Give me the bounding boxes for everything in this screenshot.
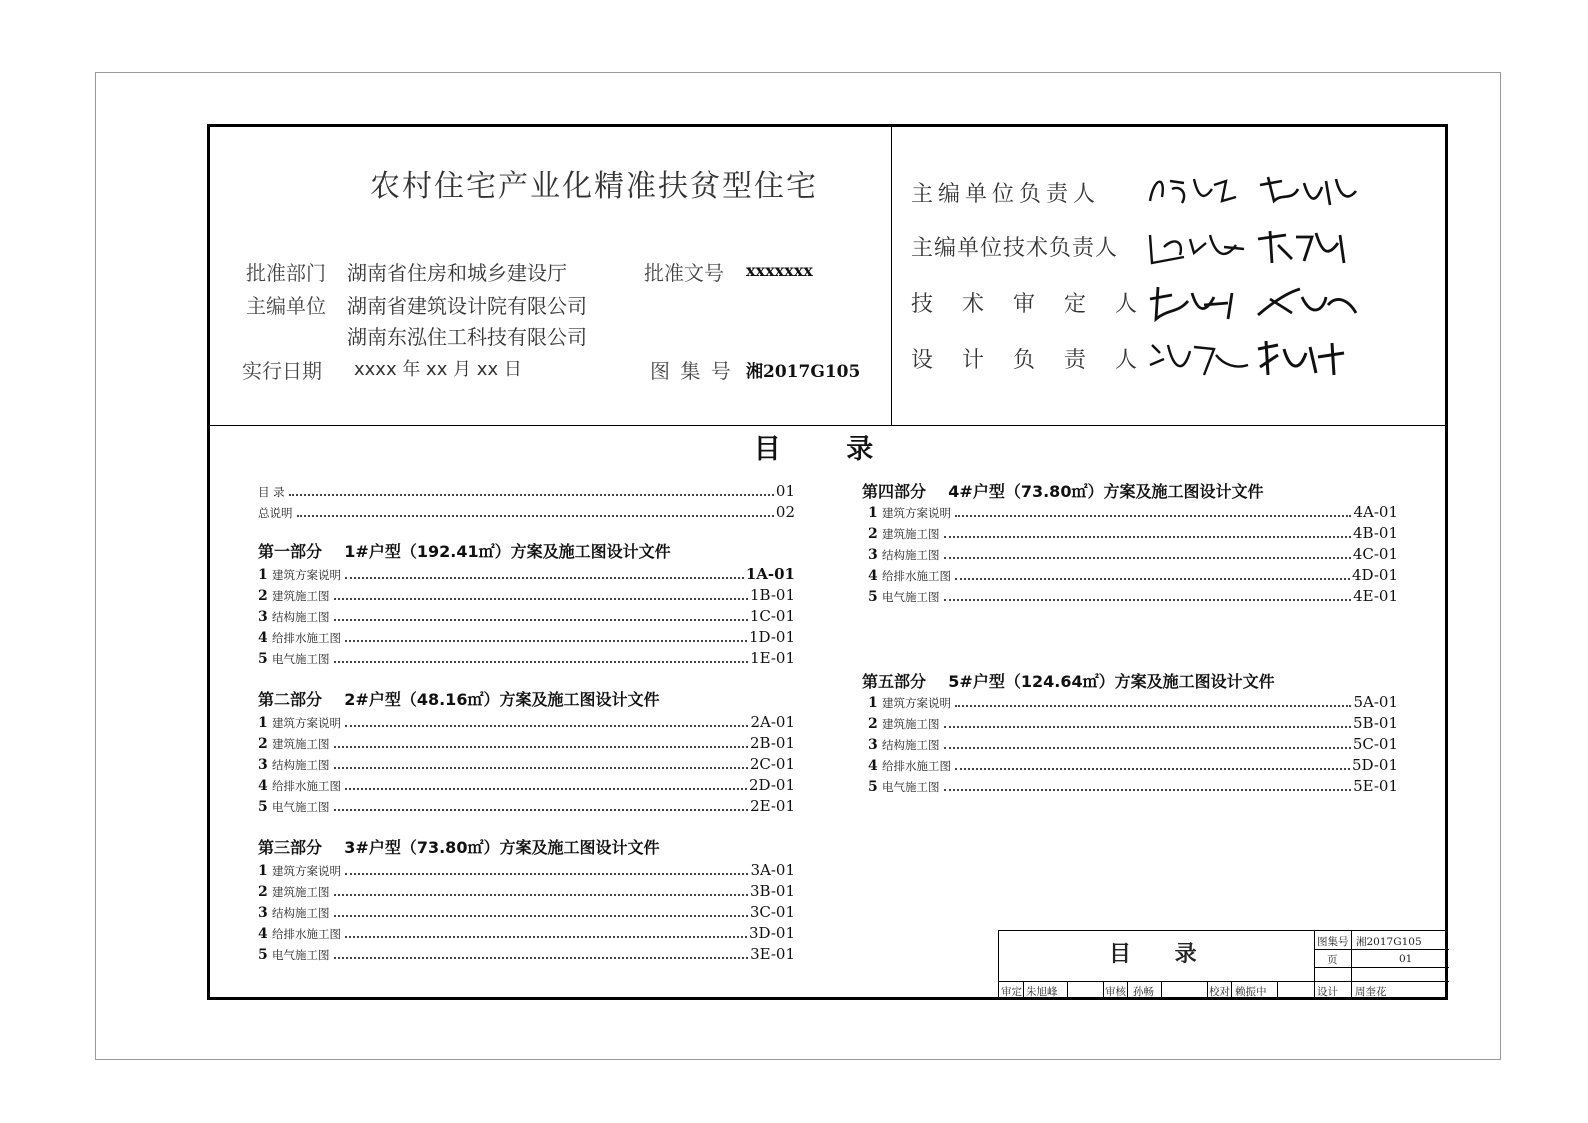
- leader-dots: [334, 618, 748, 621]
- title-block-page-label: 页: [1327, 954, 1338, 966]
- toc-entry-number: 3: [868, 547, 878, 563]
- toc-entry[interactable]: [868, 754, 1398, 774]
- leader-dots: [334, 808, 749, 811]
- toc-entry-number: 4: [868, 568, 878, 584]
- toc-entry-code: 1C-01: [749, 607, 795, 625]
- toc-entry[interactable]: [258, 859, 795, 879]
- toc-entry[interactable]: [868, 501, 1398, 521]
- toc-entry-name: 建筑施工图: [882, 717, 940, 731]
- toc-entry-code: 2A-01: [750, 713, 795, 731]
- leader-dots: [955, 767, 1350, 770]
- toc-entry-number: 4: [258, 778, 268, 794]
- part-house-title: 2#户型（48.16㎡）方案及施工图设计文件: [344, 690, 660, 709]
- toc-entry-name: 建筑方案说明: [882, 696, 951, 710]
- part-label: 第五部分: [862, 672, 927, 691]
- toc-entry-name: 给排水施工图: [882, 569, 951, 583]
- leader-dots: [944, 746, 1351, 749]
- part-label: 第一部分: [258, 542, 323, 561]
- toc-title: 目 录: [753, 434, 902, 465]
- toc-entry[interactable]: [868, 733, 1398, 753]
- toc-entry-code: 5E-01: [1353, 777, 1398, 795]
- toc-entry[interactable]: [258, 605, 795, 625]
- part-label: 第四部分: [862, 482, 927, 501]
- toc-entry-name: 建筑施工图: [272, 885, 330, 899]
- toc-entry-code: 1A-01: [745, 565, 795, 583]
- leader-dots: [944, 556, 1351, 559]
- signature-image: [1144, 167, 1254, 213]
- toc-entry-code: 4A-01: [1353, 503, 1398, 521]
- toc-entry-number: 5: [258, 799, 268, 815]
- leader-dots: [345, 935, 747, 938]
- toc-entry-number: 1: [868, 695, 878, 711]
- toc-entry-code: 1B-01: [750, 586, 795, 604]
- header-info-panel: [210, 127, 892, 426]
- toc-entry[interactable]: [868, 775, 1398, 795]
- toc-entry-name: 电气施工图: [272, 948, 330, 962]
- role-technical-reviewer: 技 术 审 定 人: [911, 292, 1148, 317]
- part-label: 第二部分: [258, 690, 323, 709]
- toc-entry-number: 1: [258, 567, 268, 583]
- approval-dept-value: 湖南省住房和城乡建设厅: [347, 261, 567, 285]
- leader-dots: [334, 956, 749, 959]
- leader-dots: [944, 788, 1352, 791]
- toc-entry-number: 5: [868, 779, 878, 795]
- toc-entry-number: 3: [868, 737, 878, 753]
- toc-entry-name: 电气施工图: [882, 590, 940, 604]
- toc-entry-code: 3B-01: [750, 882, 795, 900]
- toc-entry-name: 结构施工图: [272, 758, 330, 772]
- toc-entry-name: 给排水施工图: [272, 779, 341, 793]
- effective-date-value: xxxx 年 xx 月 xx 日: [354, 359, 522, 380]
- toc-entry-code: 1D-01: [748, 628, 795, 646]
- leader-dots: [955, 704, 1351, 707]
- toc-entry-code: 2C-01: [749, 755, 795, 773]
- toc-entry-number: 3: [258, 609, 268, 625]
- toc-entry-name: 电气施工图: [272, 800, 330, 814]
- toc-entry[interactable]: [258, 480, 795, 500]
- part-house-title: 1#户型（192.41㎡）方案及施工图设计文件: [344, 542, 671, 561]
- toc-entry-code: 4C-01: [1352, 545, 1398, 563]
- title-block: [998, 930, 1448, 1000]
- toc-entry[interactable]: [258, 584, 795, 604]
- toc-entry-code: 5D-01: [1351, 756, 1398, 774]
- part-heading: [258, 539, 671, 562]
- toc-entry-number: 5: [258, 651, 268, 667]
- toc-entry[interactable]: [868, 691, 1398, 711]
- toc-entry-code: 3E-01: [750, 945, 795, 963]
- toc-entry-code: 3C-01: [749, 903, 795, 921]
- toc-entry-name: 结构施工图: [882, 548, 940, 562]
- leader-dots: [334, 660, 749, 663]
- toc-entry-name: 建筑方案说明: [272, 568, 341, 582]
- title-block-sheet-title: 目 录: [1109, 942, 1215, 967]
- toc-entry-number: 2: [258, 736, 268, 752]
- atlas-title: 农村住宅产业化精准扶贫型住宅: [370, 169, 818, 204]
- leader-dots: [345, 639, 747, 642]
- part-heading: [862, 669, 1275, 692]
- toc-entry-number: 3: [258, 757, 268, 773]
- check-label: 审核: [1105, 986, 1126, 998]
- review-name: 朱旭峰: [1026, 986, 1058, 998]
- toc-entry-code: 02: [775, 503, 795, 521]
- toc-entry-code: 5A-01: [1353, 693, 1398, 711]
- toc-entry[interactable]: [258, 922, 795, 942]
- toc-entry-number: 5: [868, 589, 878, 605]
- leader-dots: [334, 914, 748, 917]
- toc-entry[interactable]: [258, 626, 795, 646]
- toc-entry[interactable]: [258, 753, 795, 773]
- toc-entry-code: 01: [775, 482, 795, 500]
- toc-entry-number: 1: [258, 715, 268, 731]
- toc-entry-code: 5C-01: [1352, 735, 1398, 753]
- role-chief-unit-leader: 主编单位负责人: [911, 182, 1101, 207]
- toc-entry-code: 3D-01: [748, 924, 795, 942]
- review-label: 审定: [1001, 986, 1022, 998]
- effective-date-label: 实行日期: [242, 359, 322, 383]
- toc-entry-name: 给排水施工图: [272, 631, 341, 645]
- toc-entry-name: 给排水施工图: [882, 759, 951, 773]
- toc-entry[interactable]: [258, 943, 795, 963]
- leader-dots: [955, 577, 1350, 580]
- signature-image: [1144, 279, 1254, 325]
- proof-label: 校对: [1209, 986, 1230, 998]
- leader-dots: [334, 766, 748, 769]
- toc-entry-name: 给排水施工图: [272, 927, 341, 941]
- toc-entry-code: 4D-01: [1351, 566, 1398, 584]
- part-heading: [258, 687, 659, 710]
- editor-unit-label: 主编单位: [246, 294, 326, 318]
- toc-entry-code: 5B-01: [1353, 714, 1398, 732]
- signature-image: [1144, 223, 1254, 269]
- toc-entry-code: 4E-01: [1353, 587, 1398, 605]
- toc-entry-number: 4: [258, 926, 268, 942]
- signature-image: [1252, 335, 1362, 381]
- editor-unit-value-1: 湖南省建筑设计院有限公司: [347, 294, 587, 318]
- toc-entry[interactable]: [258, 563, 795, 583]
- title-block-atlas-no-value: 湘2017G105: [1356, 936, 1422, 948]
- toc-entry-code: 1E-01: [750, 649, 795, 667]
- leader-dots: [345, 576, 744, 579]
- approval-no-value: xxxxxxx: [746, 261, 813, 280]
- atlas-no-label: 图 集 号: [650, 359, 733, 383]
- toc-entry-name: 建筑方案说明: [272, 716, 341, 730]
- toc-entry-name: 电气施工图: [882, 780, 940, 794]
- toc-entry-number: 2: [868, 526, 878, 542]
- toc-entry-name: 总说明: [258, 506, 293, 520]
- design-name: 周奎花: [1355, 986, 1387, 998]
- toc-entry-code: 2B-01: [750, 734, 795, 752]
- toc-entry[interactable]: [258, 774, 795, 794]
- part-house-title: 3#户型（73.80㎡）方案及施工图设计文件: [344, 838, 660, 857]
- signature-image: [1252, 167, 1362, 213]
- toc-entry[interactable]: [258, 501, 795, 521]
- toc-entry[interactable]: [258, 711, 795, 731]
- toc-entry-number: 5: [258, 947, 268, 963]
- toc-entry[interactable]: [868, 522, 1398, 542]
- part-label: 第三部分: [258, 838, 323, 857]
- toc-entry[interactable]: [258, 732, 795, 752]
- leader-dots: [345, 724, 748, 727]
- toc-entry-code: 3A-01: [750, 861, 795, 879]
- toc-entry-name: 结构施工图: [272, 906, 330, 920]
- toc-entry-name: 建筑方案说明: [882, 506, 951, 520]
- leader-dots: [345, 872, 748, 875]
- toc-entry-name: 电气施工图: [272, 652, 330, 666]
- proof-name: 赖振中: [1235, 986, 1267, 998]
- toc-entry-name: 建筑施工图: [882, 527, 940, 541]
- toc-entry-name: 建筑施工图: [272, 737, 330, 751]
- leader-dots: [944, 535, 1352, 538]
- toc-entry-number: 4: [258, 630, 268, 646]
- part-house-title: 4#户型（73.80㎡）方案及施工图设计文件: [948, 482, 1264, 501]
- toc-entry-name: 结构施工图: [882, 738, 940, 752]
- design-label: 设计: [1317, 986, 1338, 998]
- toc-entry[interactable]: [258, 901, 795, 921]
- toc-entry-number: 1: [868, 505, 878, 521]
- toc-entry-number: 3: [258, 905, 268, 921]
- toc-entry-code: 4B-01: [1353, 524, 1398, 542]
- toc-entry[interactable]: [868, 585, 1398, 605]
- approval-dept-label: 批准部门: [246, 261, 326, 285]
- toc-entry[interactable]: [868, 543, 1398, 563]
- part-house-title: 5#户型（124.64㎡）方案及施工图设计文件: [948, 672, 1275, 691]
- leader-dots: [289, 493, 774, 496]
- leader-dots: [955, 514, 1351, 517]
- part-heading: [862, 479, 1263, 502]
- part-heading: [258, 835, 659, 858]
- leader-dots: [334, 745, 749, 748]
- role-chief-unit-tech-leader: 主编单位技术负责人: [911, 236, 1119, 261]
- toc-entry[interactable]: [868, 712, 1398, 732]
- toc-entry-name: 目 录: [258, 485, 285, 499]
- drawing-frame: [207, 124, 1448, 1000]
- check-name: 孙畅: [1133, 986, 1154, 998]
- toc-entry-number: 2: [258, 884, 268, 900]
- leader-dots: [334, 893, 749, 896]
- title-block-page-value: 01: [1399, 953, 1413, 965]
- signature-image: [1252, 279, 1362, 325]
- toc-entry-number: 2: [258, 588, 268, 604]
- leader-dots: [345, 787, 747, 790]
- title-block-atlas-no-label: 图集号: [1317, 936, 1349, 948]
- toc-entry-name: 建筑施工图: [272, 589, 330, 603]
- toc-entry-name: 建筑方案说明: [272, 864, 341, 878]
- leader-dots: [334, 597, 749, 600]
- signature-image: [1144, 335, 1254, 381]
- atlas-no-value: 湘2017G105: [746, 362, 861, 382]
- toc-entry[interactable]: [258, 795, 795, 815]
- toc-entry-name: 结构施工图: [272, 610, 330, 624]
- toc-entry-number: 1: [258, 863, 268, 879]
- leader-dots: [944, 725, 1352, 728]
- toc-entry-code: 2E-01: [750, 797, 795, 815]
- toc-entry[interactable]: [258, 647, 795, 667]
- toc-entry-code: 2D-01: [748, 776, 795, 794]
- editor-unit-value-2: 湖南东泓住工科技有限公司: [347, 325, 587, 349]
- toc-entry[interactable]: [868, 564, 1398, 584]
- approval-no-label: 批准文号: [644, 261, 724, 285]
- role-design-leader: 设 计 负 责 人: [911, 348, 1148, 373]
- leader-dots: [297, 514, 774, 517]
- leader-dots: [944, 598, 1352, 601]
- toc-entry[interactable]: [258, 880, 795, 900]
- toc-entry-number: 4: [868, 758, 878, 774]
- responsible-persons-panel: [892, 127, 1445, 426]
- toc-entry-number: 2: [868, 716, 878, 732]
- signature-image: [1252, 223, 1362, 269]
